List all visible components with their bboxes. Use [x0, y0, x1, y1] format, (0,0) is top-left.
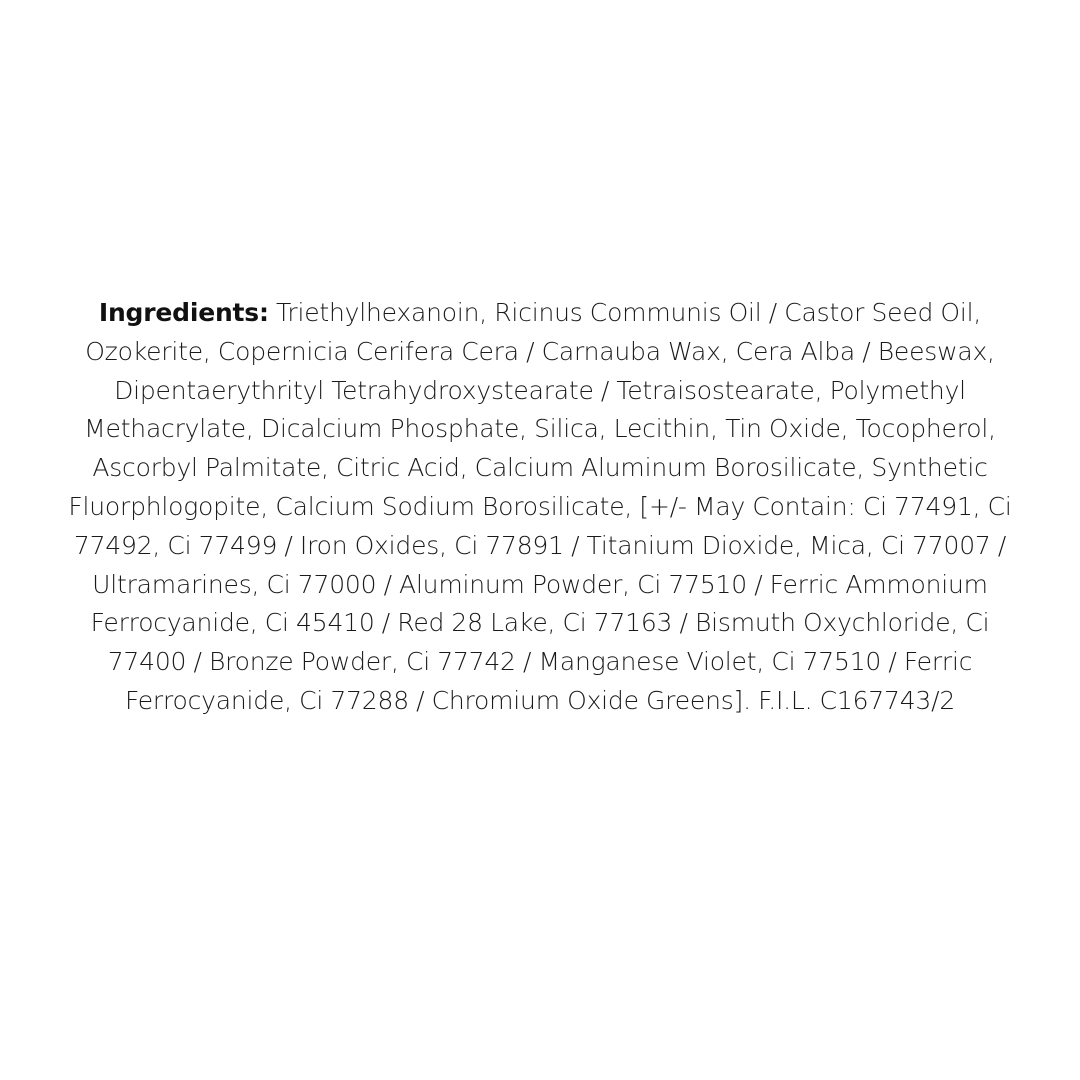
ingredients-list-text: Triethylhexanoin, Ricinus Communis Oil / Castor Seed Oil, Ozokerite, Copernicia Cerifera Cera / Carnauba Wax, Cera Alba / Beeswax, Dipentaerythrityl Tetrahydroxystearate / Tetraisostearate, Polymethyl Methacrylate, Dicalcium Phosphate, Silica, Lecithin, Tin Oxide, Tocopherol, Ascorbyl Palmitate, Citric Acid, Calcium Aluminum Borosilicate, Synthetic Fluorphlogopite, Calcium Sodium Borosilicate, [+/- May Contain: Ci 77491, Ci 77492, Ci 77499 / Iron Oxides, Ci 77891 / Titanium Dioxide, Mica, Ci 77007 / Ultramarines, Ci 77000 / Aluminum Powder, Ci 77510 / Ferric Ammonium Ferrocyanide, Ci 45410 / Red 28 Lake, Ci 77163 / Bismuth Oxychloride, Ci 77400 / Bronze Powder, Ci 77742 / Manganese Violet, Ci 77510 / Ferric Ferrocyanide, Ci 77288 / Chromium Oxide Greens]. F.I.L. C167743/2	[68, 298, 1012, 715]
ingredients-paragraph	[60, 294, 1020, 721]
ingredients-label: Ingredients:	[98, 298, 269, 327]
